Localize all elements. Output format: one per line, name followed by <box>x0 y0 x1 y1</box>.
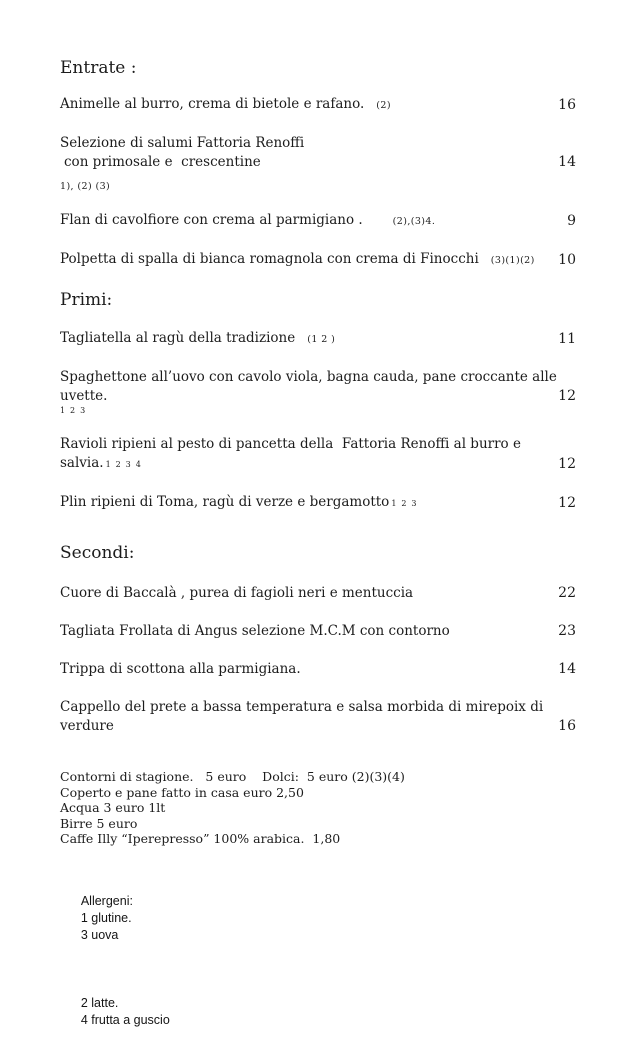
menu-item-tagliata <box>60 622 576 641</box>
footer-note-acqua: Acqua 3 euro 1lt <box>60 800 166 815</box>
item-price: 22 <box>558 585 576 601</box>
footer-notes <box>60 769 576 847</box>
item-name-line2: uvette. <box>60 388 108 404</box>
section-heading-entrate: Entrate : <box>60 58 137 78</box>
menu-item-plin <box>60 493 576 513</box>
menu-item-cappello <box>60 698 576 736</box>
item-price: 9 <box>567 213 576 229</box>
menu-item-selezione <box>60 134 576 192</box>
item-price: 14 <box>558 154 576 170</box>
allergens-row-1 <box>60 876 576 961</box>
menu-item-animelle <box>60 95 576 115</box>
item-allergen-codes: 1 2 3 4 <box>105 460 142 469</box>
item-row <box>60 493 576 513</box>
item-price: 12 <box>558 388 576 404</box>
item-row <box>60 660 576 679</box>
allergens-row-2 <box>60 961 576 1046</box>
item-allergen-note: 1 2 3 <box>60 406 87 415</box>
item-name-line2 <box>60 454 576 474</box>
item-row <box>60 211 576 231</box>
menu-item-flan <box>60 211 576 231</box>
section-heading-primi: Primi: <box>60 290 113 310</box>
item-name: Trippa di scottona alla parmigiana. <box>60 661 301 677</box>
item-row <box>60 329 576 349</box>
item-allergen-codes: (2) <box>376 100 391 111</box>
item-price: 12 <box>558 495 576 511</box>
menu-item-ravioli <box>60 435 576 474</box>
item-row <box>60 134 576 172</box>
allergen-code-4: 4 frutta a guscio <box>80 1012 170 1027</box>
item-name: Tagliatella al ragù della tradizione <box>60 330 296 346</box>
item-price: 23 <box>558 623 576 639</box>
item-row <box>60 698 576 736</box>
item-row <box>60 250 576 270</box>
item-name: Flan di cavolfiore con crema al parmigiano . <box>60 212 363 228</box>
allergen-code-2: 2 latte. <box>80 995 119 1010</box>
menu-item-cuore <box>60 584 576 603</box>
footer-note-caffe: Caffe Illy “Iperepresso” 100% arabica. 1,80 <box>60 831 341 846</box>
item-price: 11 <box>558 331 576 347</box>
item-row <box>60 584 576 603</box>
item-price: 14 <box>558 661 576 677</box>
item-name-line2-text: salvia. <box>60 455 104 471</box>
allergens-block <box>60 876 576 1046</box>
item-name-line1: Ravioli ripieni al pesto di pancetta della Fattoria Renoffi al burro e <box>60 436 521 452</box>
item-name-line1: Spaghettone all’uovo con cavolo viola, bagna cauda, pane croccante alle <box>60 369 557 385</box>
menu-item-tagliatella <box>60 329 576 349</box>
footer-note-coperto: Coperto e pane fatto in casa euro 2,50 <box>60 784 304 800</box>
allergens-label: Allergeni: <box>80 893 133 908</box>
item-allergen-codes: 1 2 3 <box>391 499 418 508</box>
item-name-line2: verdure <box>60 718 114 734</box>
item-price: 16 <box>558 718 576 734</box>
item-row <box>60 435 576 474</box>
item-name: Plin ripieni di Toma, ragù di verze e bergamotto <box>60 494 390 510</box>
item-row <box>60 368 576 406</box>
item-name-line1: Selezione di salumi Fattoria Renoffi <box>60 135 305 151</box>
item-name: Animelle al burro, crema di bietole e rafano. <box>60 96 365 112</box>
footer-note-birre: Birre 5 euro <box>60 815 138 831</box>
item-price: 16 <box>558 97 576 113</box>
item-price: 10 <box>558 252 576 268</box>
allergen-code-1: 1 glutine. <box>80 910 132 925</box>
footer-note-contorni-dolci: Contorni di stagione. 5 euro Dolci: 5 euro (2)(3)(4) <box>60 769 405 784</box>
menu-item-spaghettone <box>60 368 576 416</box>
item-row <box>60 95 576 115</box>
item-row <box>60 622 576 641</box>
item-name-line2: con primosale e crescentine <box>64 154 261 170</box>
item-name-line1: Cappello del prete a bassa temperatura e salsa morbida di mirepoix di <box>60 699 544 715</box>
allergen-code-3: 3 uova <box>80 927 119 942</box>
section-heading-secondi: Secondi: <box>60 543 135 563</box>
item-name: Tagliata Frollata di Angus selezione M.C.M con contorno <box>60 623 450 639</box>
item-name: Polpetta di spalla di bianca romagnola con crema di Finocchi <box>60 251 479 267</box>
item-allergen-codes: (2),(3)4. <box>392 216 436 227</box>
item-price: 12 <box>558 456 576 472</box>
menu-item-polpetta <box>60 250 576 270</box>
item-name: Cuore di Baccalà , purea di fagioli neri e mentuccia <box>60 585 414 601</box>
item-allergen-codes: (1 2 ) <box>307 334 336 345</box>
item-allergen-note: 1), (2) (3) <box>60 181 111 192</box>
item-allergen-codes: (3)(1)(2) <box>490 255 535 266</box>
menu-item-trippa <box>60 660 576 679</box>
